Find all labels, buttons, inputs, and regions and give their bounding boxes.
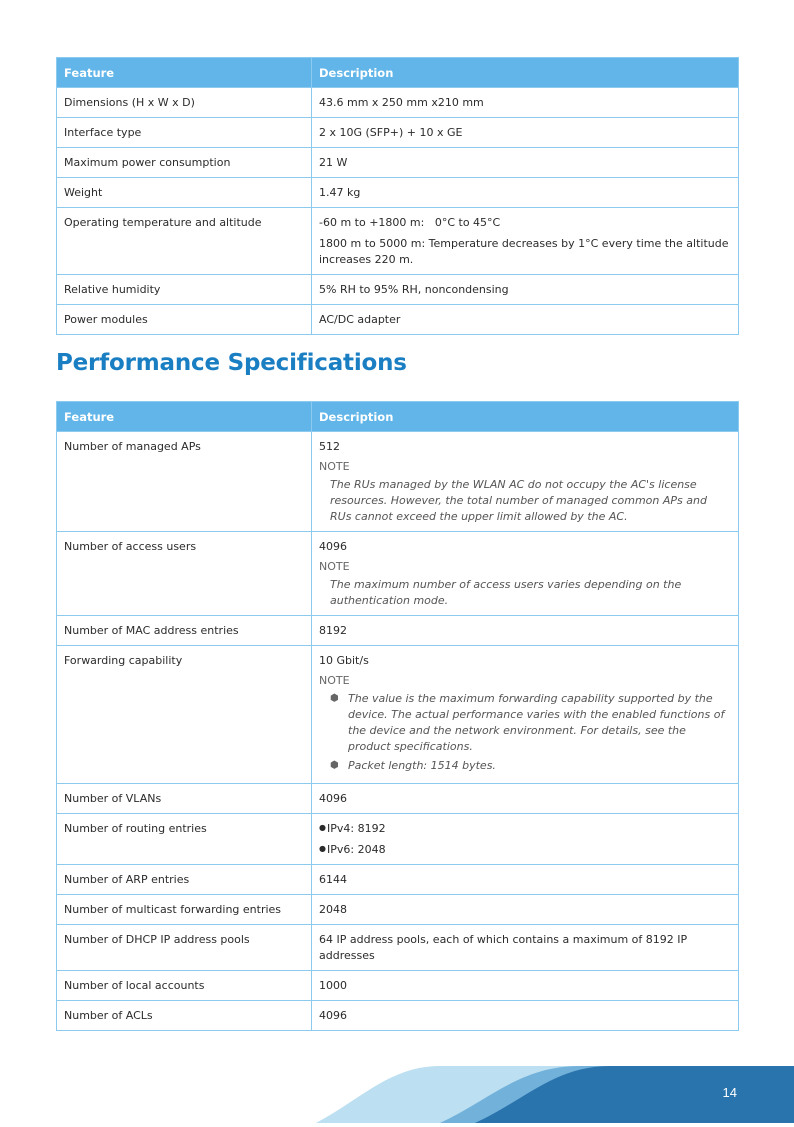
feature-cell: Number of routing entries (57, 814, 312, 865)
column-header-feature: Feature (57, 58, 312, 88)
feature-cell: Number of MAC address entries (57, 616, 312, 646)
feature-cell: Number of multicast forwarding entries (57, 895, 312, 925)
page-number: 14 (722, 1085, 737, 1100)
feature-cell: Power modules (57, 305, 312, 335)
note-label: NOTE (319, 560, 350, 573)
table-row (57, 865, 739, 895)
description-cell (312, 532, 739, 616)
list-item: ● IPv6: 2048 (319, 843, 386, 856)
description-cell: 2 x 10G (SFP+) + 10 x GE (312, 118, 739, 148)
table-header-row (57, 58, 739, 88)
description-cell: 1000 (312, 971, 739, 1001)
table-row (57, 814, 739, 865)
column-header-description: Description (312, 402, 739, 432)
table-row (57, 305, 739, 335)
description-cell: 2048 (312, 895, 739, 925)
value: 10 Gbit/s (319, 654, 369, 667)
feature-cell: Number of VLANs (57, 784, 312, 814)
feature-cell: Number of managed APs (57, 432, 312, 532)
table-row (57, 275, 739, 305)
feature-cell: Number of ARP entries (57, 865, 312, 895)
description-cell: 21 W (312, 148, 739, 178)
feature-cell: Interface type (57, 118, 312, 148)
description-cell: 5% RH to 95% RH, noncondensing (312, 275, 739, 305)
column-header-feature: Feature (57, 402, 312, 432)
table-row (57, 208, 739, 275)
feature-cell: Dimensions (H x W x D) (57, 88, 312, 118)
description-cell: 6144 (312, 865, 739, 895)
list-item: ● IPv4: 8192 (319, 822, 386, 835)
bullet-icon: ⬢ (330, 760, 339, 771)
table-row (57, 925, 739, 971)
hardware-spec-table (56, 57, 739, 335)
table-row (57, 971, 739, 1001)
note-label: NOTE (319, 460, 350, 473)
table-row (57, 532, 739, 616)
table-row (57, 616, 739, 646)
table-row (57, 784, 739, 814)
description-cell: 64 IP address pools, each of which contains a maximum of 8192 IP addresses (312, 925, 739, 971)
description-cell (312, 814, 739, 865)
table-row (57, 148, 739, 178)
note-list-item: ⬢ The value is the maximum forwarding capability supported by the device. The actual performance varies with the enabled functions of the device and the network environment. For details, see the product specifications. (330, 692, 725, 753)
table-row (57, 118, 739, 148)
feature-cell: Number of local accounts (57, 971, 312, 1001)
note-text: The maximum number of access users varies depending on the authentication mode. (330, 578, 682, 607)
description-cell (312, 646, 739, 784)
temperature-line-2: 1800 m to 5000 m: Temperature decreases by 1°C every time the altitude increases 220 m. (319, 237, 729, 266)
feature-cell: Maximum power consumption (57, 148, 312, 178)
table-header-row (57, 402, 739, 432)
description-cell: AC/DC adapter (312, 305, 739, 335)
feature-cell: Number of access users (57, 532, 312, 616)
table-row (57, 88, 739, 118)
bullet-icon: ● (319, 844, 326, 853)
feature-cell: Operating temperature and altitude (57, 208, 312, 275)
footer-wave-decoration (0, 1040, 794, 1123)
table-row (57, 646, 739, 784)
bullet-icon: ● (319, 823, 326, 832)
column-header-description: Description (312, 58, 739, 88)
description-cell: 1.47 kg (312, 178, 739, 208)
performance-spec-table (56, 401, 739, 1031)
bullet-icon: ⬢ (330, 693, 339, 704)
description-cell: 8192 (312, 616, 739, 646)
feature-cell: Forwarding capability (57, 646, 312, 784)
routing-list (319, 821, 731, 858)
description-cell (312, 432, 739, 532)
note-text: The RUs managed by the WLAN AC do not occupy the AC's license resources. However, the total number of managed common APs and RUs cannot exceed the upper limit allowed by the AC. (330, 478, 707, 523)
note-list-item: ⬢ Packet length: 1514 bytes. (330, 759, 496, 772)
description-cell (312, 208, 739, 275)
value: 4096 (319, 540, 347, 553)
note-list (319, 691, 731, 774)
feature-cell: Weight (57, 178, 312, 208)
table-row (57, 178, 739, 208)
feature-cell: Number of DHCP IP address pools (57, 925, 312, 971)
table-row (57, 895, 739, 925)
description-cell: 4096 (312, 784, 739, 814)
table-row (57, 432, 739, 532)
page-footer (0, 1040, 794, 1123)
section-heading: Performance Specifications (56, 350, 407, 376)
temperature-line-1: -60 m to +1800 m: 0°C to 45°C (319, 216, 501, 229)
note-label: NOTE (319, 674, 350, 687)
feature-cell: Relative humidity (57, 275, 312, 305)
description-cell: 43.6 mm x 250 mm x210 mm (312, 88, 739, 118)
feature-cell: Number of ACLs (57, 1001, 312, 1031)
value: 512 (319, 440, 340, 453)
description-cell: 4096 (312, 1001, 739, 1031)
table-row (57, 1001, 739, 1031)
